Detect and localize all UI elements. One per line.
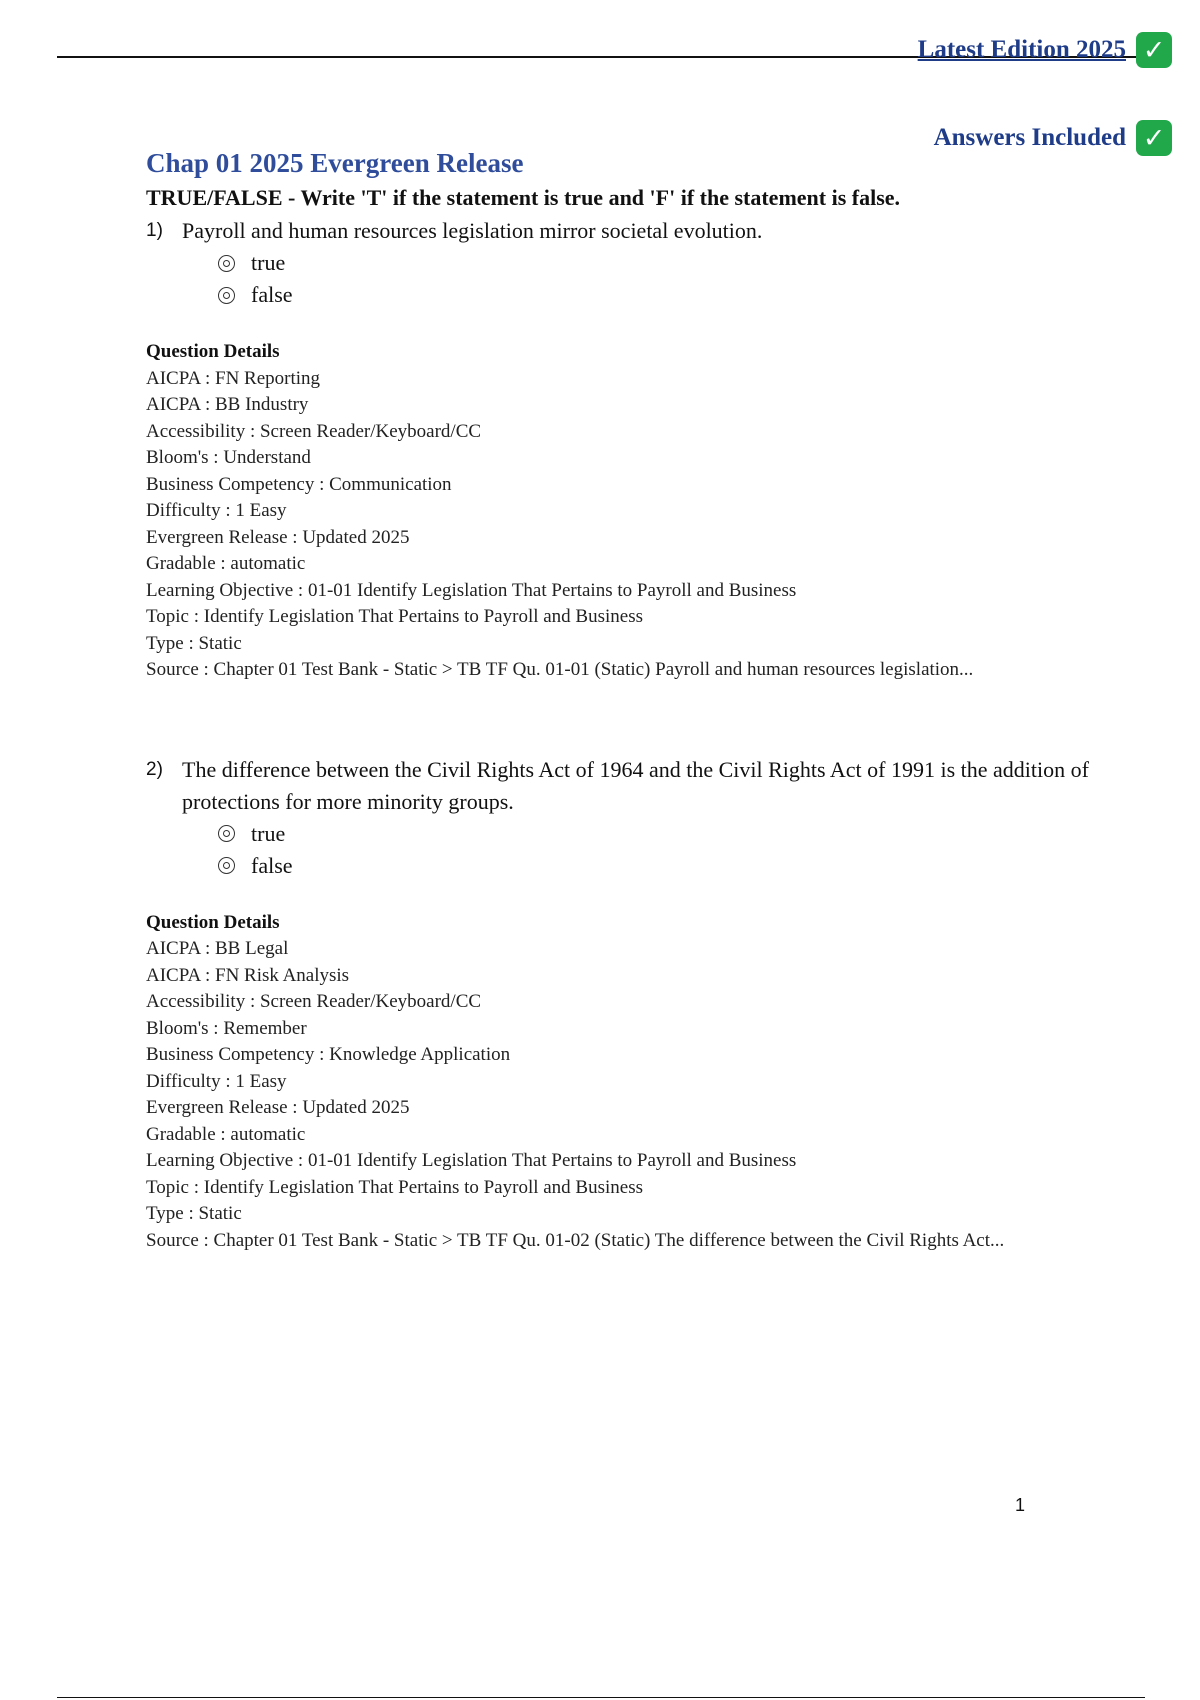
question-text: Payroll and human resources legislation mirror societal evolution.: [182, 218, 763, 243]
detail-line: Bloom's : Remember: [146, 1017, 307, 1039]
page-number: 1: [1015, 1495, 1026, 1515]
detail-line: AICPA : FN Risk Analysis: [146, 964, 350, 986]
check-mark-icon: ✓: [1136, 120, 1172, 156]
section-instructions: TRUE/FALSE - Write 'T' if the statement is true and 'F' if the statement is false.: [146, 185, 901, 210]
answers-label: Answers Included: [933, 124, 1126, 151]
detail-line: Business Competency : Communication: [146, 473, 452, 495]
radio-icon[interactable]: [218, 287, 235, 304]
detail-line: Source : Chapter 01 Test Bank - Static > TB TF Qu. 01-02 (Static) The difference between the Civil Rights Act...: [146, 1229, 1005, 1251]
question-1: [146, 215, 1106, 684]
question-2: [146, 754, 1106, 1255]
question-details: [146, 910, 1106, 1255]
question-number: 1): [146, 220, 163, 241]
check-mark-icon: ✓: [1136, 32, 1172, 68]
details-heading: Question Details: [146, 341, 280, 362]
detail-line: Type : Static: [146, 1203, 242, 1224]
option-false[interactable]: [218, 279, 1106, 311]
document-body: [146, 145, 1106, 1254]
detail-line: Difficulty : 1 Easy: [146, 1070, 287, 1092]
answer-options: [218, 247, 1106, 311]
detail-line: Accessibility : Screen Reader/Keyboard/CC: [146, 420, 482, 442]
option-false[interactable]: [218, 850, 1106, 882]
detail-line: Evergreen Release : Updated 2025: [146, 526, 410, 548]
radio-icon[interactable]: [218, 255, 235, 272]
option-label: true: [251, 250, 286, 275]
detail-line: AICPA : BB Legal: [146, 938, 289, 959]
detail-line: Accessibility : Screen Reader/Keyboard/CC: [146, 991, 482, 1012]
option-label: false: [251, 282, 293, 307]
question-stem: [146, 215, 1106, 247]
option-true[interactable]: [218, 247, 1106, 279]
detail-line: Bloom's : Understand: [146, 447, 311, 468]
detail-line: Difficulty : 1 Easy: [146, 500, 287, 521]
radio-icon[interactable]: [218, 825, 235, 842]
detail-line: Gradable : automatic: [146, 1123, 306, 1145]
question-details: [146, 339, 1106, 684]
detail-line: Topic : Identify Legislation That Pertains to Payroll and Business: [146, 606, 643, 627]
detail-line: Source : Chapter 01 Test Bank - Static > TB TF Qu. 01-01 (Static) Payroll and human resources legislation...: [146, 659, 974, 680]
radio-icon[interactable]: [218, 857, 235, 874]
detail-line: Evergreen Release : Updated 2025: [146, 1097, 410, 1118]
answer-options: [218, 818, 1106, 882]
footer-rule: [57, 1697, 1145, 1698]
option-true[interactable]: [218, 818, 1106, 850]
chapter-title: Chap 01 2025 Evergreen Release: [146, 148, 524, 178]
detail-line: AICPA : FN Reporting: [146, 367, 321, 389]
option-label: false: [251, 852, 293, 878]
detail-line: Learning Objective : 01-01 Identify Legislation That Pertains to Payroll and Business: [146, 1150, 797, 1171]
option-label: true: [251, 820, 286, 846]
details-heading: Question Details: [146, 911, 280, 933]
edition-label: Latest Edition 2025: [917, 36, 1126, 63]
detail-line: Business Competency : Knowledge Application: [146, 1044, 511, 1065]
detail-line: Learning Objective : 01-01 Identify Legislation That Pertains to Payroll and Business: [146, 579, 797, 601]
detail-line: Topic : Identify Legislation That Pertains to Payroll and Business: [146, 1176, 643, 1198]
question-stem: [146, 754, 1106, 818]
detail-line: AICPA : BB Industry: [146, 394, 309, 415]
question-number: 2): [146, 758, 163, 780]
question-text: The difference between the Civil Rights Act of 1964 and the Civil Rights Act of 1991 is the addition of protections for more minority groups.: [182, 756, 1089, 814]
detail-line: Gradable : automatic: [146, 553, 306, 574]
detail-line: Type : Static: [146, 632, 242, 654]
latest-edition-banner: [918, 32, 1172, 68]
